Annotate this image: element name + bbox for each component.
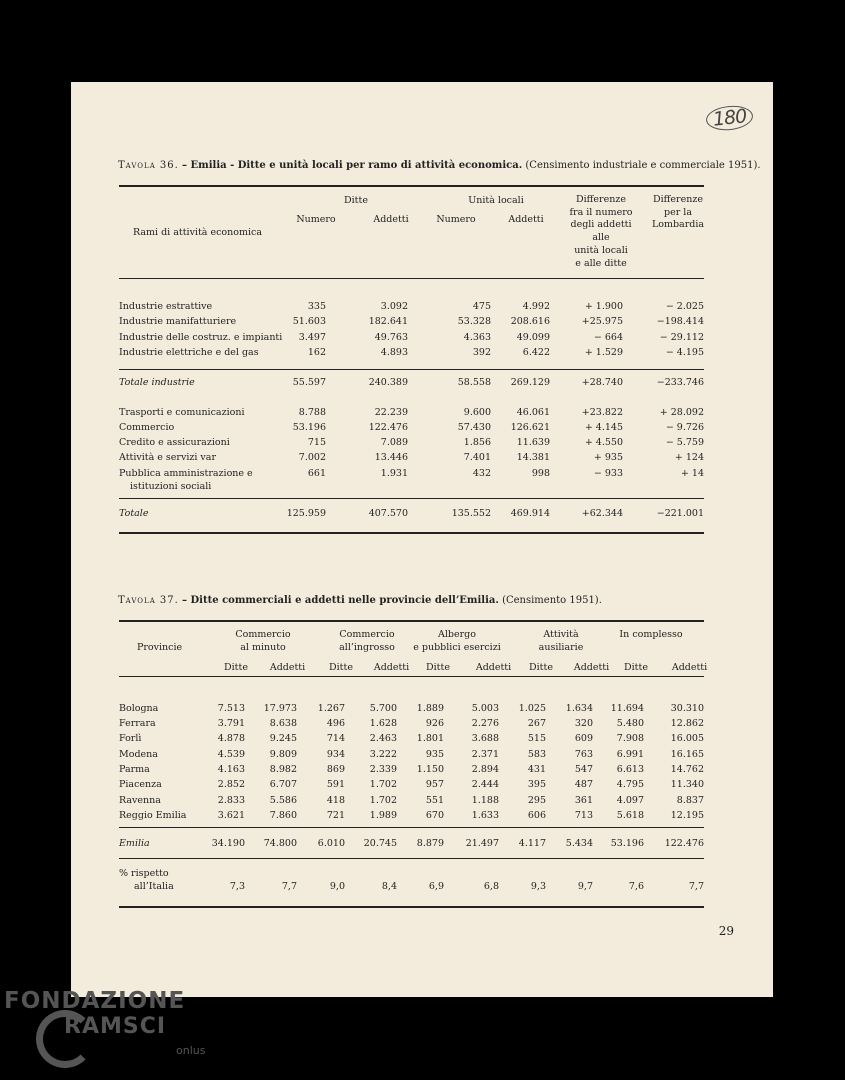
table-cell: 46.061 — [516, 407, 550, 418]
table-cell: 2.833 — [217, 795, 245, 806]
table-cell: + 124 — [674, 452, 704, 463]
table-cell: + 1.900 — [584, 301, 623, 312]
table-cell: 125.959 — [286, 508, 326, 519]
table-cell: 7.908 — [616, 733, 644, 744]
watermark-logo — [4, 988, 206, 1057]
table36-label: Tavola 36. — [118, 160, 179, 171]
table-cell: 4.992 — [522, 301, 550, 312]
table-cell: − 664 — [593, 332, 623, 343]
table-cell: 7.002 — [298, 452, 326, 463]
table-cell: 7.513 — [217, 703, 245, 714]
header-ditte: Ditte — [426, 662, 450, 673]
table-cell: 55.597 — [292, 377, 326, 388]
table-cell: 9.600 — [463, 407, 491, 418]
table-cell: 3.688 — [471, 733, 499, 744]
table-cell: 49.099 — [516, 332, 550, 343]
table37-title: – Ditte commerciali e addetti nelle provincie dell’Emilia. — [182, 595, 499, 606]
table-cell: 957 — [425, 779, 444, 790]
table-cell: 431 — [527, 764, 546, 775]
row-label-cont: istituzioni sociali — [130, 481, 212, 492]
header-differenze-lombardia: Differenze — [653, 194, 703, 205]
table-cell: 4.097 — [616, 795, 644, 806]
table-cell: 4.795 — [616, 779, 644, 790]
table37-caption — [118, 595, 602, 606]
row-label-cont: all’Italia — [134, 881, 174, 892]
table-cell: 609 — [574, 733, 593, 744]
rule — [119, 532, 704, 534]
table-cell: 74.800 — [263, 838, 297, 849]
row-label: Industrie elettriche e del gas — [119, 347, 259, 358]
header-ditte: Ditte — [624, 662, 648, 673]
table-cell: 4.893 — [380, 347, 408, 358]
table-cell: 2.894 — [471, 764, 499, 775]
table-cell: 763 — [574, 749, 593, 760]
header-rami: Rami di attività economica — [133, 227, 263, 238]
row-label: Pubblica amministrazione e — [119, 468, 253, 479]
table-cell: 7,6 — [628, 881, 644, 892]
table-cell: 9.809 — [269, 749, 297, 760]
table-cell: 4.539 — [217, 749, 245, 760]
table-cell: + 1.529 — [584, 347, 623, 358]
table-cell: 3.497 — [298, 332, 326, 343]
table-cell: 135.552 — [451, 508, 491, 519]
table-cell: 3.222 — [369, 749, 397, 760]
table-cell: 295 — [527, 795, 546, 806]
table-cell: − 2.025 — [665, 301, 704, 312]
table-cell: 407.570 — [368, 508, 408, 519]
header-differenze-lombardia: Lombardia — [651, 219, 705, 231]
header-addetti: Addetti — [373, 662, 410, 673]
table-cell: 661 — [307, 468, 326, 479]
header-differenze: alle — [592, 232, 610, 244]
table-cell: 30.310 — [670, 703, 704, 714]
table-cell: 998 — [531, 468, 550, 479]
header-addetti: Addetti — [475, 662, 512, 673]
table-cell: 583 — [527, 749, 546, 760]
table-cell: 934 — [326, 749, 345, 760]
header-unita-locali: Unità locali — [468, 195, 524, 206]
table-cell: 162 — [307, 347, 326, 358]
table-cell: 6.991 — [616, 749, 644, 760]
header-addetti: Addetti — [671, 662, 708, 673]
table-cell: 7,7 — [281, 881, 297, 892]
row-label: Attività e servizi var — [119, 452, 216, 463]
header-group: al minuto — [240, 642, 286, 653]
table-cell: 8.879 — [416, 838, 444, 849]
logo-line1: FONDAZIONE — [4, 988, 186, 1014]
rule — [119, 676, 704, 677]
table-cell: − 4.195 — [665, 347, 704, 358]
table-cell: 591 — [326, 779, 345, 790]
table-cell: 1.633 — [471, 810, 499, 821]
table-cell: 5.618 — [616, 810, 644, 821]
table-cell: 1.801 — [416, 733, 444, 744]
table-cell: 4.117 — [518, 838, 546, 849]
row-label: Industrie estrattive — [119, 301, 213, 312]
table-cell: 2.339 — [369, 764, 397, 775]
table-cell: −198.414 — [656, 316, 704, 327]
table-cell: −233.746 — [656, 377, 704, 388]
rule — [119, 827, 704, 828]
header-ditte: Ditte — [344, 195, 368, 206]
table-cell: 5.700 — [369, 703, 397, 714]
row-label: Trasporti e comunicazioni — [119, 407, 245, 418]
table-cell: 269.129 — [510, 377, 550, 388]
table-cell: 935 — [425, 749, 444, 760]
table36-caption — [118, 160, 761, 171]
header-differenze: fra il numero — [569, 206, 633, 218]
table-cell: 7.860 — [269, 810, 297, 821]
table-cell: 606 — [527, 810, 546, 821]
table-cell: 53.328 — [457, 316, 491, 327]
table-cell: 22.239 — [374, 407, 408, 418]
table-cell: 240.389 — [368, 377, 408, 388]
logo-line3: onlus — [176, 1044, 206, 1057]
table-cell: 361 — [574, 795, 593, 806]
table-cell: 5.434 — [565, 838, 593, 849]
table-cell: 17.973 — [263, 703, 297, 714]
row-label: Totale industrie — [119, 377, 195, 388]
table-cell: 12.195 — [670, 810, 704, 821]
table-cell: 14.762 — [670, 764, 704, 775]
table-cell: 12.862 — [670, 718, 704, 729]
table-cell: 4.163 — [217, 764, 245, 775]
table-cell: 57.430 — [457, 422, 491, 433]
header-addetti: Addetti — [573, 662, 610, 673]
table-cell: 13.446 — [374, 452, 408, 463]
table-cell: 51.603 — [292, 316, 326, 327]
table-cell: 418 — [326, 795, 345, 806]
table-cell: +23.822 — [581, 407, 623, 418]
table-cell: 6,8 — [483, 881, 499, 892]
logo-line2: RAMSCI — [64, 1014, 167, 1039]
table-cell: +62.344 — [581, 508, 623, 519]
document-page — [71, 82, 773, 997]
table-cell: 53.196 — [610, 838, 644, 849]
table-cell: 8.788 — [298, 407, 326, 418]
table-cell: 320 — [574, 718, 593, 729]
table-cell: 126.621 — [510, 422, 550, 433]
table-cell: 49.763 — [374, 332, 408, 343]
header-addetti: Addetti — [508, 214, 544, 225]
table-cell: 267 — [527, 718, 546, 729]
header-ditte: Ditte — [329, 662, 353, 673]
header-addetti: Addetti — [373, 214, 409, 225]
table-cell: 1.267 — [317, 703, 345, 714]
table-cell: 7,7 — [688, 881, 704, 892]
table-cell: + 28.092 — [659, 407, 704, 418]
table-cell: 3.621 — [217, 810, 245, 821]
header-differenze: unità locali — [574, 244, 628, 256]
table-cell: 4.363 — [463, 332, 491, 343]
table-cell: 392 — [472, 347, 491, 358]
header-numero: Numero — [436, 214, 476, 225]
rule — [119, 185, 704, 187]
row-label: Credito e assicurazioni — [119, 437, 230, 448]
page-number: 29 — [718, 924, 734, 938]
table-cell: 21.497 — [465, 838, 499, 849]
row-label: Totale — [119, 508, 149, 519]
header-group: Attività — [543, 629, 579, 640]
table-cell: 1.856 — [463, 437, 491, 448]
table36-note: (Censimento industriale e commerciale 1951). — [525, 160, 761, 171]
rule — [119, 278, 704, 279]
row-label: Industrie manifatturiere — [119, 316, 237, 327]
row-label: Reggio Emilia — [119, 810, 187, 821]
table-cell: + 14 — [680, 468, 704, 479]
table-cell: +25.975 — [581, 316, 623, 327]
header-numero: Numero — [296, 214, 336, 225]
table-cell: − 9.726 — [665, 422, 704, 433]
table-cell: 475 — [472, 301, 491, 312]
table-cell: 395 — [527, 779, 546, 790]
table-cell: 8.638 — [269, 718, 297, 729]
rule — [119, 858, 704, 859]
table37-note: (Censimento 1951). — [502, 595, 602, 606]
header-group: e pubblici esercizi — [413, 642, 501, 653]
table-cell: 721 — [326, 810, 345, 821]
table-cell: 8.982 — [269, 764, 297, 775]
table-cell: 6,9 — [428, 881, 444, 892]
table-cell: 122.476 — [368, 422, 408, 433]
row-label: Industrie delle costruz. e impianti — [119, 332, 283, 343]
table-cell: + 935 — [593, 452, 623, 463]
table-cell: 496 — [326, 718, 345, 729]
table-cell: −221.001 — [656, 508, 704, 519]
table-cell: 869 — [326, 764, 345, 775]
table-cell: 670 — [425, 810, 444, 821]
table-cell: 515 — [527, 733, 546, 744]
header-ditte: Ditte — [224, 662, 248, 673]
header-differenze: e alle ditte — [575, 257, 627, 269]
header-group: all’ingrosso — [339, 642, 395, 653]
table-cell: 6.010 — [317, 838, 345, 849]
rule — [119, 498, 704, 499]
table-cell: 2.276 — [471, 718, 499, 729]
table-cell: 182.641 — [368, 316, 408, 327]
table-cell: 53.196 — [292, 422, 326, 433]
rule — [119, 620, 704, 622]
table-cell: 11.639 — [516, 437, 550, 448]
table-cell: 2.463 — [369, 733, 397, 744]
table-cell: 1.931 — [380, 468, 408, 479]
row-label: Bologna — [119, 703, 159, 714]
table-cell: 5.003 — [471, 703, 499, 714]
table-cell: 9,0 — [329, 881, 345, 892]
table-cell: 1.188 — [471, 795, 499, 806]
table-cell: 547 — [574, 764, 593, 775]
rule — [119, 906, 704, 908]
table-cell: 3.092 — [380, 301, 408, 312]
table-cell: 58.558 — [457, 377, 491, 388]
table-cell: 9.245 — [269, 733, 297, 744]
handwritten-folio: 180 — [705, 104, 755, 133]
row-label: % rispetto — [119, 868, 169, 879]
table-cell: 2.852 — [217, 779, 245, 790]
row-label: Commercio — [119, 422, 175, 433]
table-cell: 1.702 — [369, 779, 397, 790]
table-cell: 14.381 — [516, 452, 550, 463]
table-cell: 6.613 — [616, 764, 644, 775]
table-cell: 7.089 — [380, 437, 408, 448]
rule — [119, 369, 704, 370]
table-cell: 5.586 — [269, 795, 297, 806]
table-cell: + 4.145 — [584, 422, 623, 433]
table-cell: 926 — [425, 718, 444, 729]
table-cell: − 5.759 — [665, 437, 704, 448]
table-cell: 11.340 — [670, 779, 704, 790]
table-cell: 3.791 — [217, 718, 245, 729]
header-addetti: Addetti — [269, 662, 306, 673]
table-cell: 9,7 — [577, 881, 593, 892]
table-cell: 6.422 — [522, 347, 550, 358]
table-cell: 9,3 — [530, 881, 546, 892]
table-cell: − 29.112 — [659, 332, 704, 343]
table-cell: 1.150 — [416, 764, 444, 775]
header-provincie: Provincie — [137, 642, 183, 653]
table-cell: 1.628 — [369, 718, 397, 729]
table-cell: 2.444 — [471, 779, 499, 790]
row-label: Ferrara — [119, 718, 156, 729]
table-cell: 7,3 — [229, 881, 245, 892]
table-cell: 1.634 — [565, 703, 593, 714]
table37-label: Tavola 37. — [118, 595, 179, 606]
table36-title: – Emilia - Ditte e unità locali per ramo di attività economica. — [182, 160, 523, 171]
header-group: Commercio — [339, 629, 395, 640]
row-label: Parma — [119, 764, 150, 775]
table-cell: 16.005 — [670, 733, 704, 744]
row-label: Modena — [119, 749, 158, 760]
table-cell: 1.702 — [369, 795, 397, 806]
table-cell: 34.190 — [211, 838, 245, 849]
header-group: Albergo — [438, 629, 476, 640]
table-cell: 714 — [326, 733, 345, 744]
table-cell: 713 — [574, 810, 593, 821]
table-cell: 208.616 — [510, 316, 550, 327]
row-label: Emilia — [119, 838, 150, 849]
row-label: Piacenza — [119, 779, 162, 790]
header-group: ausiliarie — [538, 642, 584, 653]
row-label: Ravenna — [119, 795, 161, 806]
table-cell: 5.480 — [616, 718, 644, 729]
header-group: Commercio — [235, 629, 291, 640]
header-ditte: Ditte — [529, 662, 553, 673]
table-cell: 335 — [307, 301, 326, 312]
header-group: In complesso — [619, 629, 683, 640]
table-cell: 4.878 — [217, 733, 245, 744]
table-cell: − 933 — [593, 468, 623, 479]
header-differenze: degli addetti — [570, 219, 632, 231]
table-cell: 432 — [472, 468, 491, 479]
table-cell: 20.745 — [363, 838, 397, 849]
table-cell: +28.740 — [581, 377, 623, 388]
header-differenze: Differenze — [576, 194, 626, 205]
table-cell: 7.401 — [463, 452, 491, 463]
table-cell: 1.889 — [416, 703, 444, 714]
table-cell: 1.989 — [369, 810, 397, 821]
table-cell: 122.476 — [664, 838, 704, 849]
table-cell: 8,4 — [381, 881, 397, 892]
table-cell: 715 — [307, 437, 326, 448]
table-cell: 11.694 — [610, 703, 644, 714]
table-cell: 16.165 — [670, 749, 704, 760]
header-differenze-lombardia: per la — [664, 206, 692, 218]
row-label: Forlì — [119, 733, 142, 744]
table-cell: 469.914 — [510, 508, 550, 519]
table-cell: 6.707 — [269, 779, 297, 790]
table-cell: + 4.550 — [584, 437, 623, 448]
table-cell: 487 — [574, 779, 593, 790]
table-cell: 551 — [425, 795, 444, 806]
table-cell: 8.837 — [676, 795, 704, 806]
table-cell: 2.371 — [471, 749, 499, 760]
table-cell: 1.025 — [518, 703, 546, 714]
